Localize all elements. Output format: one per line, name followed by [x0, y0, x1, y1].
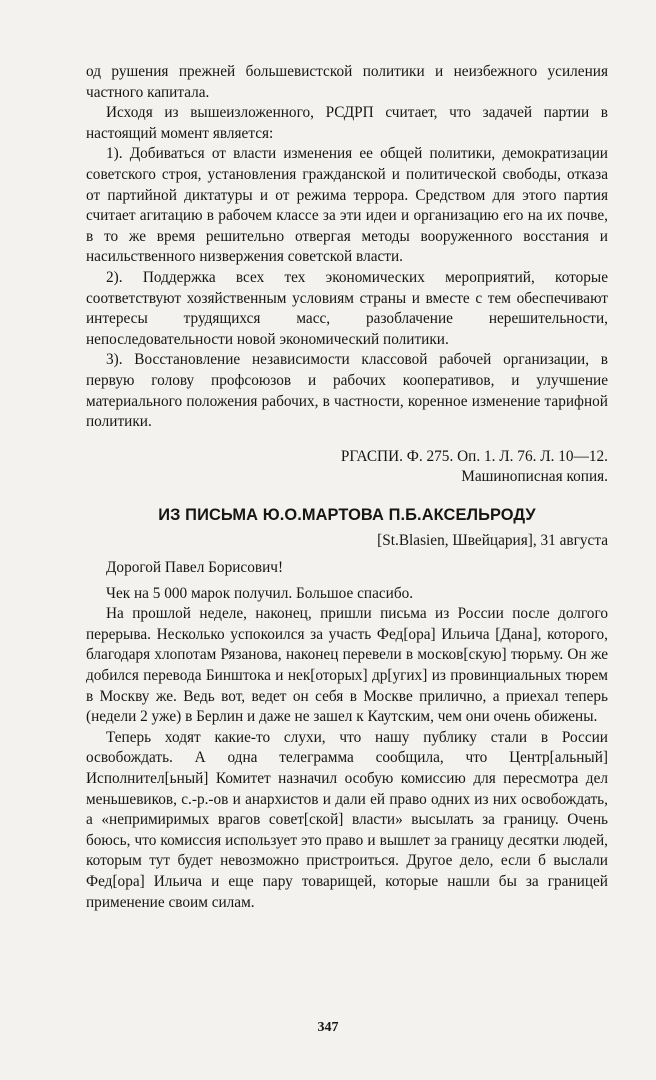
letter-paragraph: На прошлой неделе, наконец, пришли письма из России после долгого перерыва. Несколько успокоился за участь Фед[ора] Ильича [Дана], которого, благодаря хлопотам Рязанова, наконец перевели в москов[скую] тюрьму. Он же добился перевода Бинштока и нек[оторых] др[угих] из провинциальных тюрем в Москву же. Ведь вот, ведет он себя в Москве прилично, а приехал теперь (недели 2 уже) в Берлин и даже не зашел к Каутским, чем они очень обижены. — [86, 605, 608, 726]
body-paragraph: 3). Восстановление независимости классовой рабочей организации, в первую голову профсоюзов и рабочих кооперативов, и улучшение материального положения рабочих, в частности, коренное изменение тарифной политики. — [86, 351, 608, 431]
body-paragraph: 2). Поддержка всех тех экономических мероприятий, которые соответствуют хозяйственным условиям страны и вместе с тем обеспечивают интересы трудящихся масс, разоблачение нерешительности, непоследовательности новой экономический политики. — [86, 268, 608, 348]
document-page — [86, 62, 608, 913]
page-number: 347 — [317, 1020, 339, 1035]
letter-salutation: Дорогой Павел Борисович! — [106, 559, 284, 577]
archive-source-reference: РГАСПИ. Ф. 275. Оп. 1. Л. 76. Л. 10—12. — [340, 447, 608, 465]
body-paragraph: 1). Добиваться от власти изменения ее общей политики, демократизации советского строя, установления гражданской и политической свободы, отказа от партийной диктатуры и от режима террора. Средством для этого партия считает агитацию в рабочем классе за эти идеи и организацию его на их почве, в то же время решительно отвергая методы вооруженного восстания и насильственного низвержения советской власти. — [86, 145, 608, 266]
letter-dateline: [St.Blasien, Швейцария], 31 августа — [377, 532, 608, 550]
body-paragraph: од рушения прежней большевистской политики и неизбежного усиления частного капитала. — [86, 63, 608, 101]
letter-paragraph: Чек на 5 000 марок получил. Большое спасибо. — [106, 584, 414, 602]
letter-heading: ИЗ ПИСЬМА Ю.О.МАРТОВА П.Б.АКСЕЛЬРОДУ — [158, 505, 536, 524]
archive-source-note: Машинописная копия. — [461, 468, 608, 486]
body-paragraph: Исходя из вышеизложенного, РСДРП считает, что задачей партии в настоящий момент является: — [86, 104, 608, 142]
letter-paragraph: Теперь ходят какие-то слухи, что нашу публику стали в России освобождать. А одна телеграмма сообщила, что Центр[альный] Исполнител[ьный] Комитет назначил особую комиссию для пересмотра дел меньшевиков, с.-р.-ов и анархистов и дали ей право одних из них освобождать, а «непримиримых врагов совет[ской] власти» высылать за границу. Очень боюсь, что комиссия использует это право и вышлет за границу десятки людей, которым тут будет невозможно пристроиться. Другое дело, если б выслали Фед[ора] Ильича и еще пару товарищей, которые нашли бы за границей применение своим силам. — [86, 728, 608, 911]
